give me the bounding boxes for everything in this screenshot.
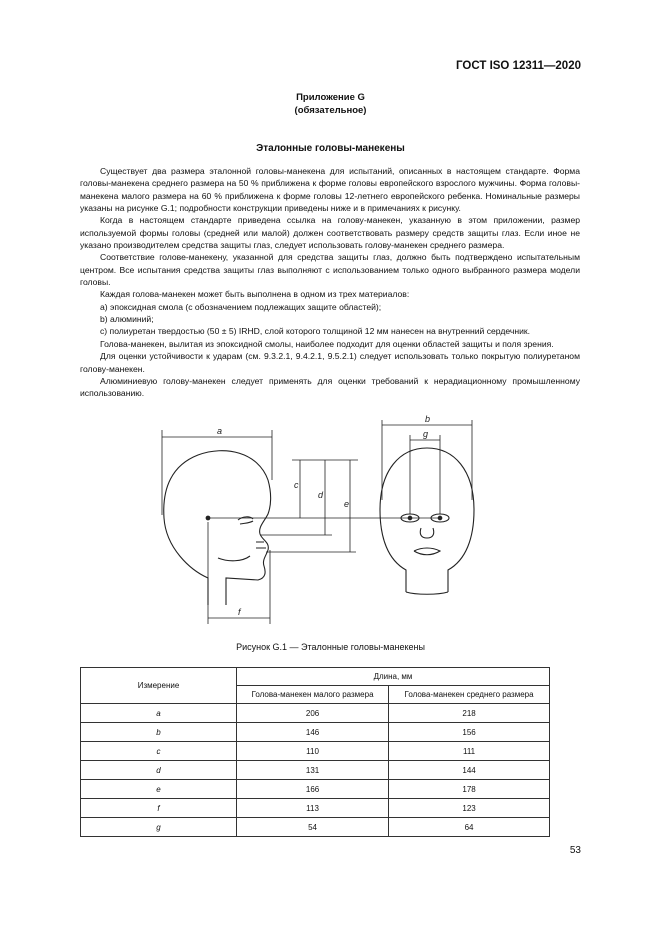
cell-medium: 64 (389, 818, 550, 837)
paragraph: Соответствие голове-манекену, указанной для средства защиты глаз, должно быть подтверждено испытательным центром. Все испытания средства защиты глаз выполняют с использованием только одного выбранного размера модели головы. (80, 252, 580, 288)
side-jaw (218, 556, 250, 561)
cell-medium: 218 (389, 704, 550, 723)
label-b: b (425, 414, 431, 424)
label-c: c (294, 480, 299, 490)
figure-caption: Рисунок G.1 — Эталонные головы-манекены (236, 642, 425, 652)
cell-measure: f (81, 799, 237, 818)
paragraph: Существует два размера эталонной головы-манекена для испытаний, описанных в настоящем стандарте. Форма головы-манекена среднего размера на 50 % приближена к форме головы европейского взрослого мужчины. Форма головы-манекена малого размера на 60 % приближена к форме головы 12-летнего европейского ребенка. Номинальные размеры указаны на рисунке G.1; подробности конструкции приведены ниже и в примечаниях к рисунку. (80, 166, 580, 214)
cell-measure: d (81, 761, 237, 780)
cell-small: 110 (237, 742, 389, 761)
list-item: b) алюминий; (100, 314, 154, 325)
cell-small: 54 (237, 818, 389, 837)
label-g: g (423, 429, 429, 439)
table-header-row (81, 668, 550, 686)
side-head-outline (164, 451, 271, 605)
label-e: e (344, 499, 350, 509)
cell-medium: 144 (389, 761, 550, 780)
annex-title: Приложение G (296, 92, 365, 103)
cell-measure: b (81, 723, 237, 742)
cell-measure: g (81, 818, 237, 837)
paragraph: Каждая голова-манекен может быть выполнена в одном из трех материалов: (100, 289, 410, 300)
cell-small: 166 (237, 780, 389, 799)
list-item: c) полиуретан твердостью (50 ± 5) IRHD, слой которого толщиной 12 мм нанесен на внутренний сердечник. (100, 326, 531, 337)
header-length: Длина, мм (237, 668, 550, 686)
page-number: 53 (569, 845, 581, 856)
front-head-outline (380, 448, 474, 592)
table-row (81, 780, 550, 799)
side-mouth (256, 542, 266, 548)
table-row (81, 818, 550, 837)
header-small: Голова-манекен малого размера (237, 686, 389, 704)
label-d: d (318, 490, 324, 500)
standard-header: ГОСТ ISO 12311—2020 (456, 60, 581, 72)
front-mouth (414, 548, 440, 555)
paragraph: Когда в настоящем стандарте приведена ссылка на голову-манекен, указанную в этом приложении, размер используемой формы головы (средней или малой) должен соответствовать размеру средств защиты глаз. Если иное не указано производителем средства защиты глаз, следует использовать голову-манекен среднего размера. (80, 215, 580, 251)
headform-figure (150, 410, 550, 635)
header-medium: Голова-манекен среднего размера (389, 686, 550, 704)
front-neck (406, 592, 448, 594)
paragraph: Алюминиевую голову-манекен следует применять для оценки требований к нерадиационному промышленному использованию. (80, 375, 580, 399)
paragraph: Для оценки устойчивости к ударам (см. 9.3.2.1, 9.4.2.1, 9.5.2.1) следует использовать только покрытую полиуретаном голову-манекен. (80, 351, 580, 374)
cell-small: 131 (237, 761, 389, 780)
table-row (81, 723, 550, 742)
annex-heading (0, 91, 661, 117)
cell-medium: 156 (389, 723, 550, 742)
table-row (81, 761, 550, 780)
headform-drawing (150, 410, 550, 635)
list-item: a) эпоксидная смола (с обозначением подлежащих защите областей); (100, 301, 382, 312)
cell-measure: e (81, 780, 237, 799)
cell-small: 113 (237, 799, 389, 818)
table-row (81, 742, 550, 761)
cell-small: 206 (237, 704, 389, 723)
cell-measure: c (81, 742, 237, 761)
front-nose (420, 528, 434, 538)
cell-medium: 123 (389, 799, 550, 818)
table-row (81, 799, 550, 818)
header-measure: Измерение (81, 668, 237, 704)
reference-point (206, 516, 210, 520)
body-text (80, 165, 580, 400)
cell-medium: 178 (389, 780, 550, 799)
annex-status: (обязательное) (294, 105, 367, 116)
cell-measure: a (81, 704, 237, 723)
cell-medium: 111 (389, 742, 550, 761)
table-row (81, 704, 550, 723)
paragraph: Голова-манекен, вылитая из эпоксидной смолы, наиболее подходит для оценки областей защиты и поля зрения. (100, 338, 554, 349)
section-title: Эталонные головы-манекены (256, 143, 405, 154)
cell-small: 146 (237, 723, 389, 742)
dimensions-table (80, 667, 550, 837)
label-a: a (217, 426, 223, 436)
label-f: f (238, 607, 241, 617)
